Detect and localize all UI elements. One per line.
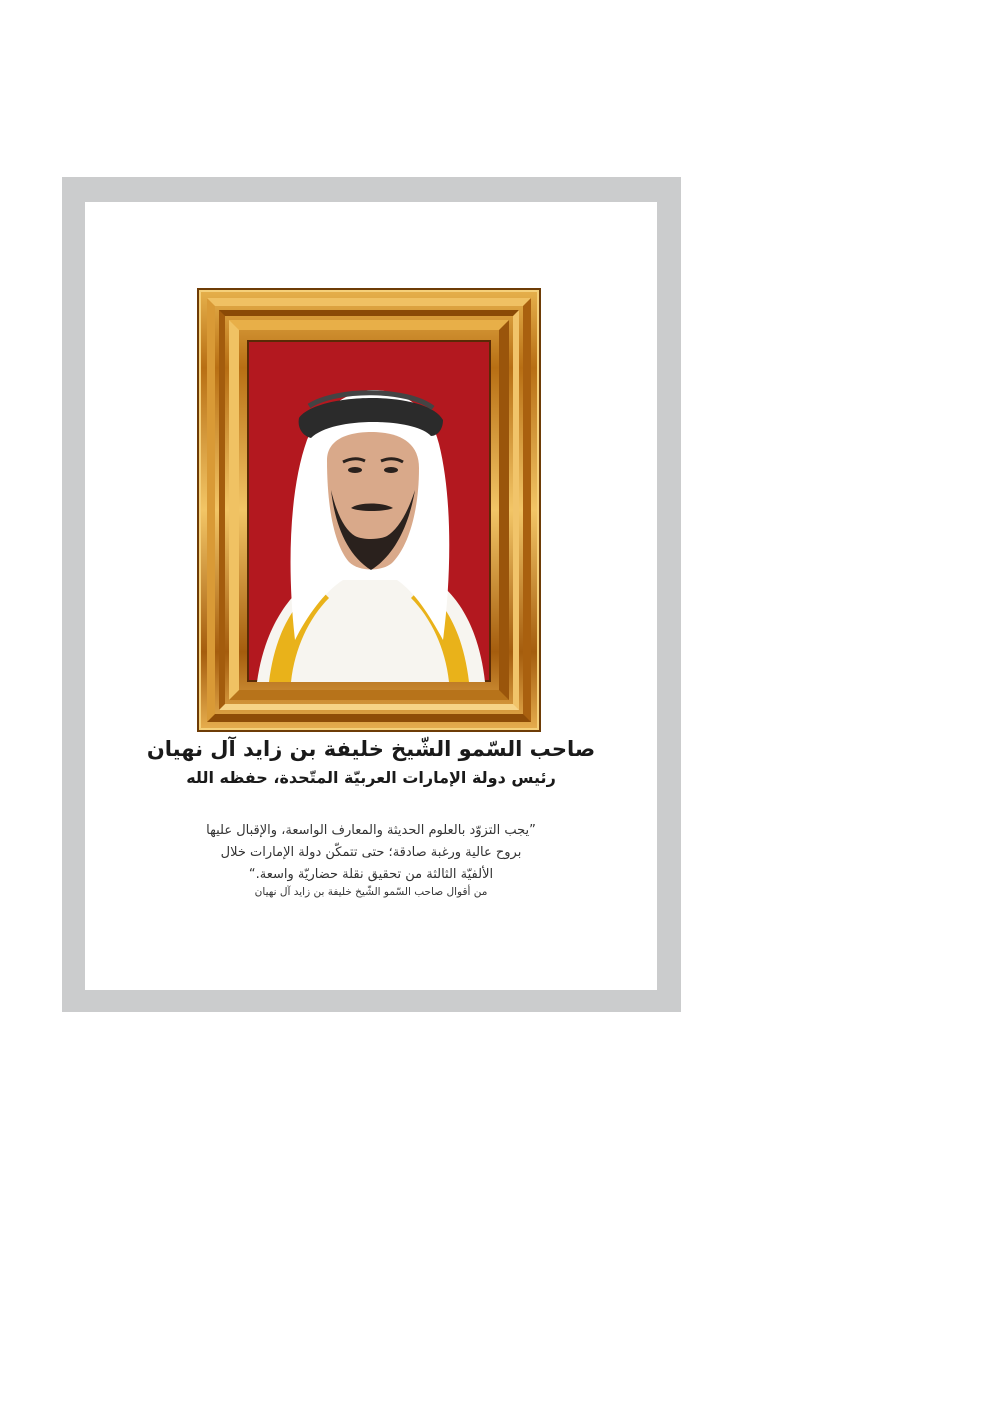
portrait-frame <box>197 288 541 732</box>
quote-line-3: الألفيّة الثالثة من تحقيق نقلة حضاريّة واسعة.“ <box>248 867 494 882</box>
quote-line-1: ”يجب التزوّد بالعلوم الحديثة والمعارف الواسعة، والإقبال عليها <box>206 823 536 838</box>
portrait-caption-name: صاحب السّمو الشّيخ خليفة بن زايد آل نهيان <box>146 737 596 761</box>
portrait-caption-title: رئيس دولة الإمارات العربيّة المتّحدة، حفظه الله <box>186 768 556 787</box>
quote-line-2: بروح عالية ورغبة صادقة؛ حتى تتمكّن دولة الإمارات خلال <box>220 845 522 860</box>
content-panel <box>85 202 657 990</box>
page-outer-frame <box>62 177 681 1012</box>
left-eye <box>348 467 362 473</box>
quote-block <box>85 820 657 886</box>
quote-source: من أقوال صاحب السّمو الشّيخ خليفة بن زايد آل نهيان <box>254 886 488 898</box>
portrait-illustration <box>247 340 491 682</box>
portrait-image <box>247 340 491 682</box>
right-eye <box>384 467 398 473</box>
